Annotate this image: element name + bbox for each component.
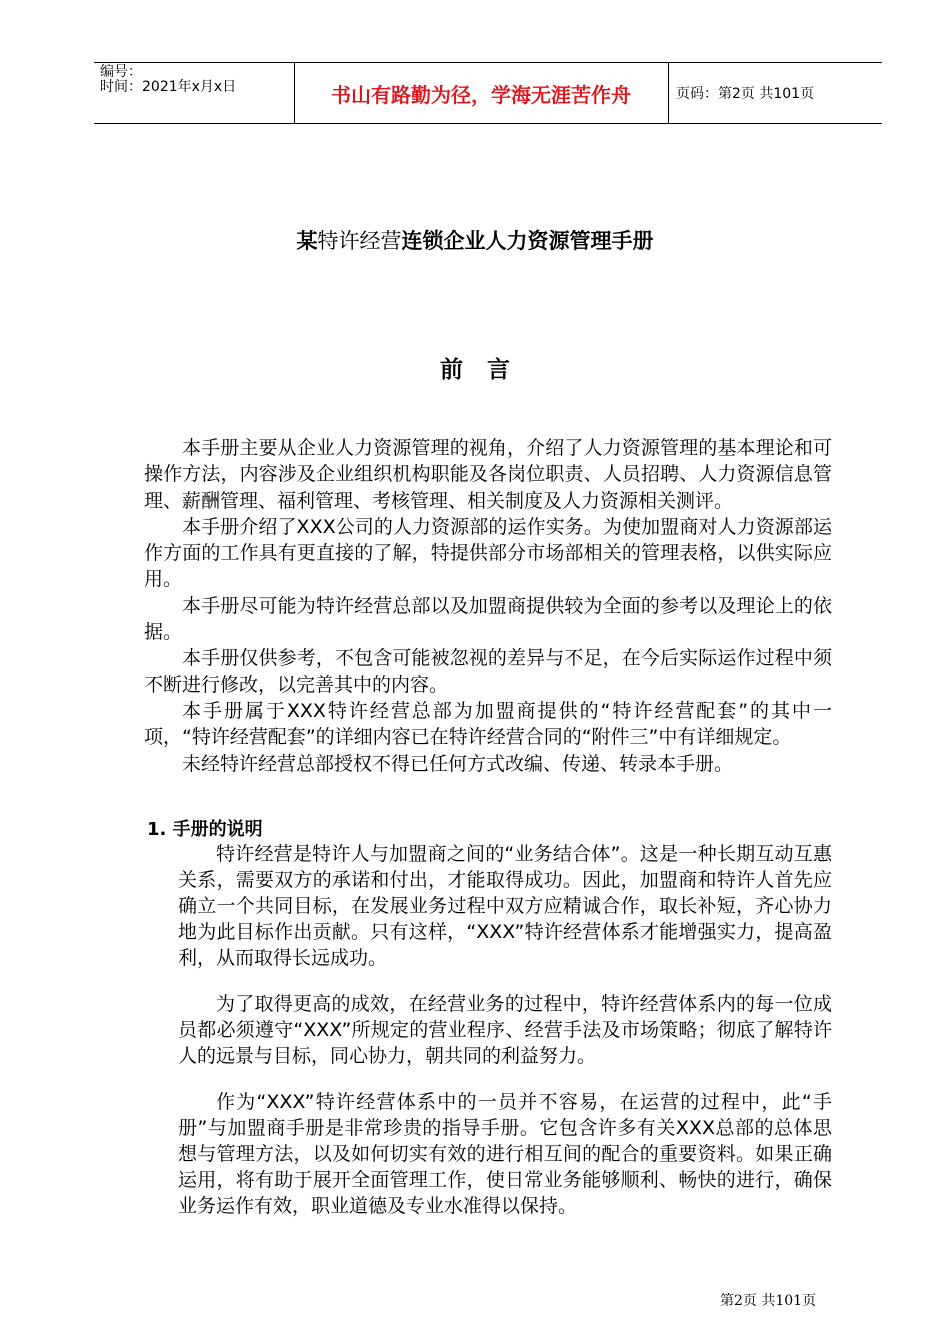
preface-paragraph: 本手册仅供参考，不包含可能被忽视的差异与不足，在今后实际运作过程中须不断进行修改，以完善其中的内容。 <box>144 647 832 696</box>
preface-paragraph: 本手册尽可能为特许经营总部以及加盟商提供较为全面的参考以及理论上的依据。 <box>144 594 832 644</box>
page-header <box>94 62 882 124</box>
header-divider <box>668 63 669 123</box>
code-label: 编号： <box>100 64 142 80</box>
preface-paragraph: 本手册主要从企业人力资源管理的视角，介绍了人力资源管理的基本理论和可操作方法，内容涉及企业组织机构职能及各岗位职责、人员招聘、人力资源信息管理、薪酬管理、福利管理、考核管理、相关制度及人力资源相关测评。 <box>144 437 832 512</box>
header-motto: 书山有路勤为径，学海无涯苦作舟 <box>331 83 631 107</box>
section-body <box>178 841 832 1219</box>
section-heading: 1. 手册的说明 <box>147 819 263 840</box>
preface-paragraph: 本手册介绍了XXX公司的人力资源部的运作实务。为使加盟商对人力资源部运作方面的工作具有更直接的了解，特提供部分市场部相关的管理表格，以供实际应用。 <box>144 515 832 591</box>
header-page-info: 页码：第2页 共101页 <box>676 86 815 102</box>
title-part-1: 某 <box>296 229 318 253</box>
section-paragraph: 特许经营是特许人与加盟商之间的“业务结合体”。这是一种长期互动互惠关系，需要双方的承诺和付出，才能取得成功。因此，加盟商和特许人首先应确立一个共同目标，在发展业务过程中双方应精诚合作，取长补短，齐心协力地为此目标作出贡献。只有这样，“XXX”特许经营体系才能增强实力，提高盈利，从而取得长远成功。 <box>178 843 832 969</box>
time-label: 时间：2021年x月x日 <box>100 79 237 95</box>
preface-paragraph: 本手册属于XXX特许经营总部为加盟商提供的“特许经营配套”的其中一项，“特许经营配套”的详细内容已在特许经营合同的“附件三”中有详细规定。 <box>144 699 832 749</box>
section-paragraph: 作为“XXX”特许经营体系中的一员并不容易，在运营的过程中，此“手册”与加盟商手册是非常珍贵的指导手册。它包含许多有关XXX总部的总体思想与管理方法，以及如何切实有效的进行相互间的配合的重要资料。如果正确运用，将有助于展开全面管理工作，使日常业务能够顺利、畅快的进行，确保业务运作有效，职业道德及专业水准得以保持。 <box>178 1091 832 1217</box>
header-divider <box>294 63 295 123</box>
document-title <box>0 225 950 255</box>
header-meta <box>100 65 290 95</box>
title-part-2: 特许经营 <box>317 229 402 253</box>
page-footer: 第2页 共101页 <box>720 1293 817 1309</box>
preface-heading: 前言 <box>440 357 534 383</box>
section-paragraph: 为了取得更高的成效，在经营业务的过程中，特许经营体系内的每一位成员都必须遵守“XXX”所规定的营业程序、经营手法及市场策略；彻底了解特许人的远景与目标，同心协力，朝共同的利益努力。 <box>178 993 832 1067</box>
preface-body <box>144 435 832 777</box>
preface-paragraph: 未经特许经营总部授权不得已任何方式改编、传递、转录本手册。 <box>182 752 734 775</box>
title-part-3: 连锁企业人力资源管理手册 <box>401 229 654 253</box>
